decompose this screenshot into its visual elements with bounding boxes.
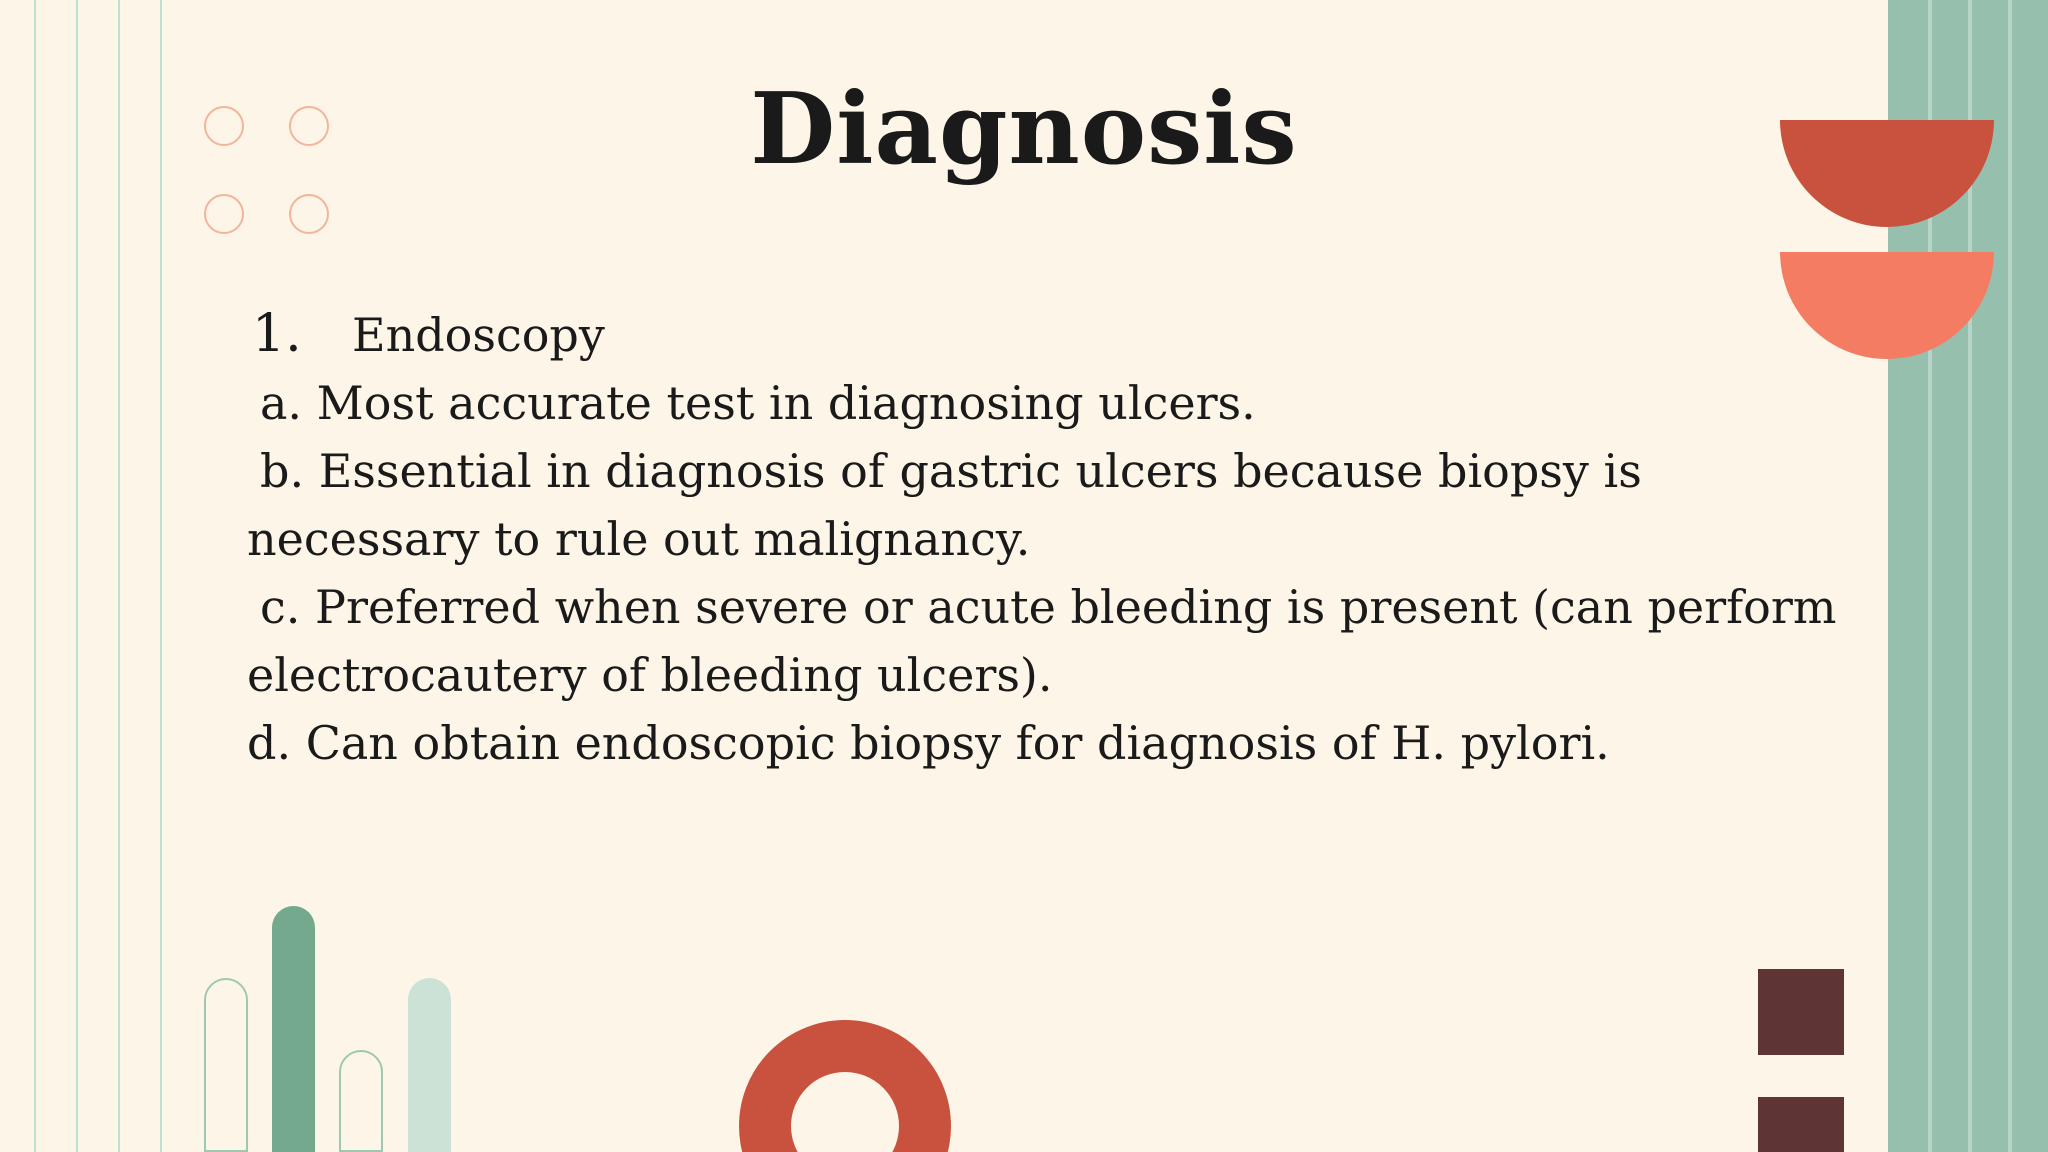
slide-title: Diagnosis <box>750 72 1298 187</box>
decor-ring <box>289 194 329 234</box>
decor-bar-outline <box>339 1050 383 1152</box>
decor-square <box>1758 969 1844 1055</box>
list-item: a. Most accurate test in diagnosing ulcers. <box>260 376 1256 430</box>
list-heading <box>247 300 1827 369</box>
list-item: c. Preferred when severe or acute bleeding is present (can perform <box>260 580 1837 634</box>
decor-bar <box>408 978 451 1152</box>
decor-ring <box>204 194 244 234</box>
list-item: d. Can obtain endoscopic biopsy for diagnosis of H. pylori. <box>247 716 1610 770</box>
list-item-continuation: electrocautery of bleeding ulcers). <box>247 648 1053 702</box>
list-item: b. Essential in diagnosis of gastric ulcers because biopsy is <box>260 444 1642 498</box>
decor-bar-outline <box>204 978 248 1152</box>
decor-donut <box>739 1020 951 1152</box>
slide-content <box>247 300 1837 777</box>
list-item-continuation: necessary to rule out malignancy. <box>247 512 1031 566</box>
list-number: 1. <box>252 304 302 364</box>
decor-square <box>1758 1097 1844 1152</box>
list-heading-text: Endoscopy <box>352 308 605 362</box>
decor-bar <box>272 906 315 1152</box>
